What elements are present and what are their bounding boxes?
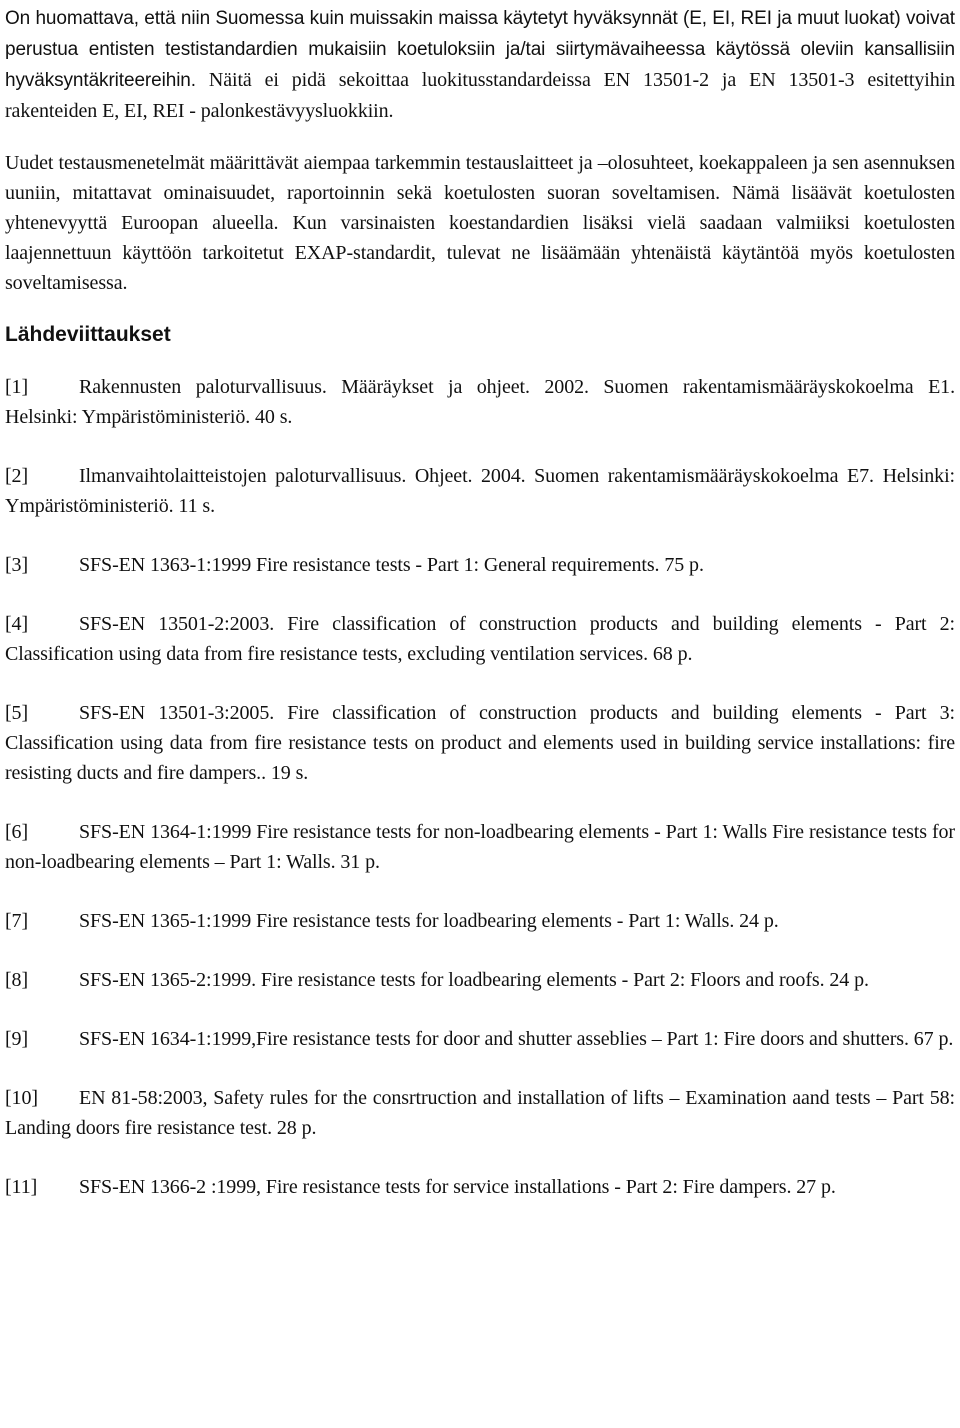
reference-number: [11] bbox=[5, 1176, 38, 1198]
reference-text: SFS-EN 1364-1:1999 Fire resistance tests for non-loadbearing elements - Part 1: Walls Fire resistance tests for non-loadbearing elements – Part 1: Walls. 31 p. bbox=[5, 821, 955, 873]
document-page bbox=[5, 3, 955, 1202]
reference-number: [3] bbox=[5, 554, 29, 576]
reference-item bbox=[5, 609, 955, 669]
reference-number: [1] bbox=[5, 376, 29, 398]
reference-item bbox=[5, 1172, 955, 1202]
reference-item bbox=[5, 461, 955, 521]
references-list bbox=[5, 372, 955, 1202]
intro-paragraph bbox=[5, 3, 955, 126]
reference-text: SFS-EN 1363-1:1999 Fire resistance tests - Part 1: General requirements. 75 p. bbox=[79, 554, 704, 576]
intro-serif-text: Näitä ei pidä sekoittaa luokitusstandardeissa EN 13501-2 ja EN 13501-3 esitettyihin rakenteiden E, EI, REI - palonkestävyysluokkiin. bbox=[5, 69, 955, 122]
reference-item bbox=[5, 906, 955, 936]
reference-number: [4] bbox=[5, 613, 29, 635]
reference-number: [5] bbox=[5, 702, 29, 724]
intro-sans-text: On huomattava, että niin Suomessa kuin muissakin maissa käytetyt hyväksynnät (E, EI, REI ja muut luokat) voivat perustua entisten testistandardien mukaisiin koetuloksiin ja/tai siirtymävaiheessa käytössä oleviin kansallisiin hyväksyntäkriteereihin. bbox=[5, 8, 955, 91]
reference-number: [9] bbox=[5, 1028, 29, 1050]
reference-item bbox=[5, 698, 955, 788]
references-heading: Lähdeviittaukset bbox=[5, 323, 171, 346]
reference-number: [2] bbox=[5, 465, 29, 487]
reference-item bbox=[5, 1083, 955, 1143]
reference-text: SFS-EN 1634-1:1999,Fire resistance tests for door and shutter asseblies – Part 1: Fire doors and shutters. 67 p. bbox=[79, 1028, 954, 1050]
reference-item bbox=[5, 550, 955, 580]
reference-text: SFS-EN 13501-3:2005. Fire classification of construction products and building elements - Part 3: Classification using data from fire resistance tests on product and elements used in building service installations: fire resisting ducts and fire dampers.. 19 s. bbox=[5, 702, 955, 784]
reference-text: SFS-EN 1366-2 :1999, Fire resistance tests for service installations - Part 2: Fire dampers. 27 p. bbox=[79, 1176, 836, 1198]
reference-text: SFS-EN 1365-1:1999 Fire resistance tests for loadbearing elements - Part 1: Walls. 24 p. bbox=[79, 910, 779, 932]
reference-item bbox=[5, 1024, 955, 1054]
reference-number: [7] bbox=[5, 910, 29, 932]
reference-number: [8] bbox=[5, 969, 29, 991]
testing-methods-paragraph: Uudet testausmenetelmät määrittävät aiempaa tarkemmin testauslaitteet ja –olosuhteet, koekappaleen ja sen asennuksen uuniin, mitattavat ominaisuudet, raportoinnin sekä koetulosten suoran soveltamisen. Nämä lisäävät koetulosten yhtenevyyttä Euroopan alueella. Kun varsinaisten koestandardien lisäksi vielä saadaan valmiiksi koetulosten laajennettuun käyttöön tarkoitetut EXAP-standardit, tulevat ne lisäämään yhtenäistä käytäntöä myös koetulosten soveltamisessa. bbox=[5, 152, 955, 294]
reference-item bbox=[5, 817, 955, 877]
reference-number: [10] bbox=[5, 1087, 38, 1109]
reference-text: EN 81-58:2003, Safety rules for the consrtruction and installation of lifts – Examination aand tests – Part 58: Landing doors fire resistance test. 28 p. bbox=[5, 1087, 955, 1139]
reference-text: SFS-EN 13501-2:2003. Fire classification of construction products and building elements - Part 2: Classification using data from fire resistance tests, excluding ventilation services. 68 p. bbox=[5, 613, 955, 665]
reference-text: Rakennusten paloturvallisuus. Määräykset ja ohjeet. 2002. Suomen rakentamismääräyskokoelma E1. Helsinki: Ympäristöministeriö. 40 s. bbox=[5, 376, 955, 428]
reference-text: Ilmanvaihtolaitteistojen paloturvallisuus. Ohjeet. 2004. Suomen rakentamismääräyskokoelma E7. Helsinki: Ympäristöministeriö. 11 s. bbox=[5, 465, 955, 517]
reference-text: SFS-EN 1365-2:1999. Fire resistance tests for loadbearing elements - Part 2: Floors and roofs. 24 p. bbox=[79, 969, 869, 991]
reference-item bbox=[5, 372, 955, 432]
reference-number: [6] bbox=[5, 821, 29, 843]
reference-item bbox=[5, 965, 955, 995]
